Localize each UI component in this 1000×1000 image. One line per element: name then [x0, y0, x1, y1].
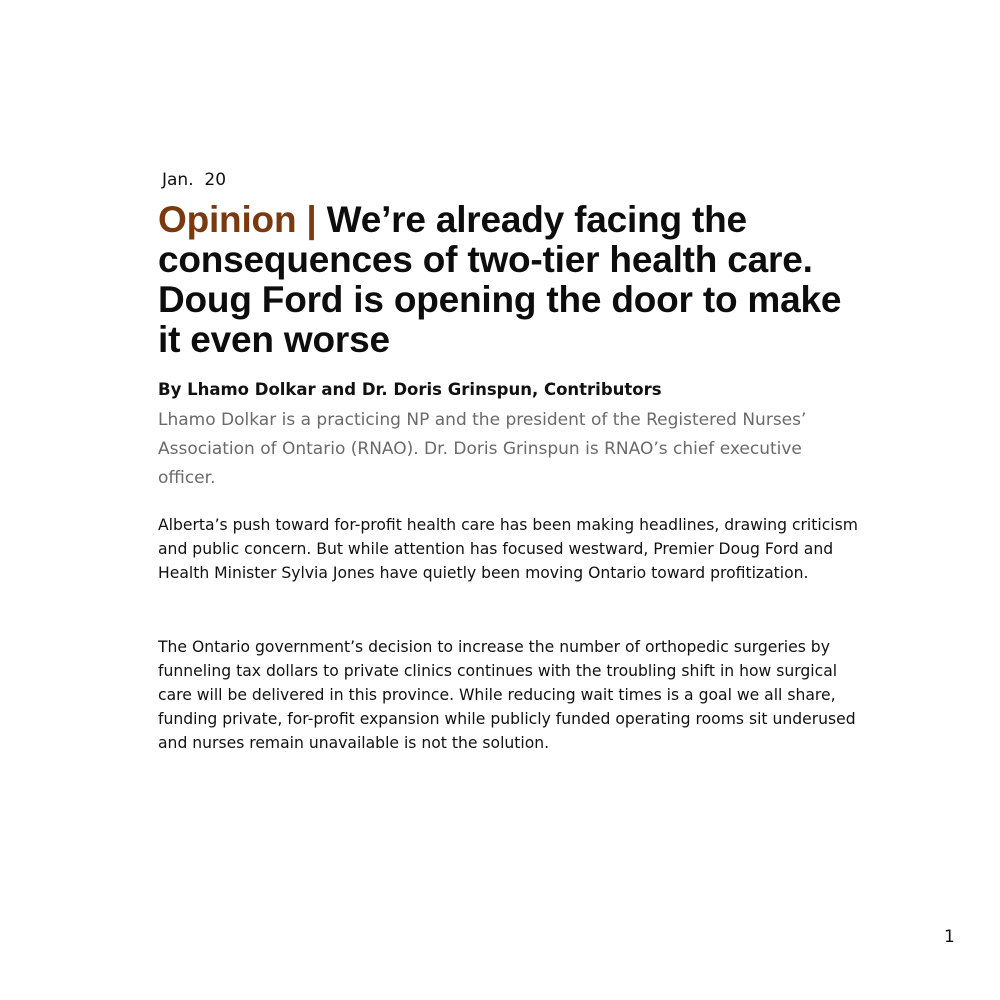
- body-paragraph-1: Alberta’s push toward for-profit health care has been making headlines, drawing criticism and public concern. But while attention has focused westward, Premier Doug Ford and Health Minister Sylvia Jones have quietly been moving Ontario toward profitization.: [158, 516, 858, 582]
- body-paragraph-2: The Ontario government’s decision to increase the number of orthopedic surgeries by funneling tax dollars to private clinics continues with the troubling shift in how surgical care will be delivered in this province. While reducing wait times is a goal we all share, funding private, for-profit expansion while publicly funded operating rooms sit underused and nurses remain unavailable is not the solution.: [158, 638, 856, 752]
- byline: By Lhamo Dolkar and Dr. Doris Grinspun, Contributors: [158, 380, 662, 399]
- headline: [158, 200, 858, 360]
- page-number: 1: [944, 927, 955, 947]
- article-date: Jan. 20: [162, 170, 227, 190]
- headline-text: We’re already facing the consequences of two-tier health care. Doug Ford is opening the door to make it even worse: [158, 199, 842, 360]
- author-bio: Lhamo Dolkar is a practicing NP and the president of the Registered Nurses’ Association of Ontario (RNAO). Dr. Doris Grinspun is RNAO’s chief executive officer.: [158, 410, 807, 488]
- opinion-kicker: Opinion |: [158, 199, 317, 240]
